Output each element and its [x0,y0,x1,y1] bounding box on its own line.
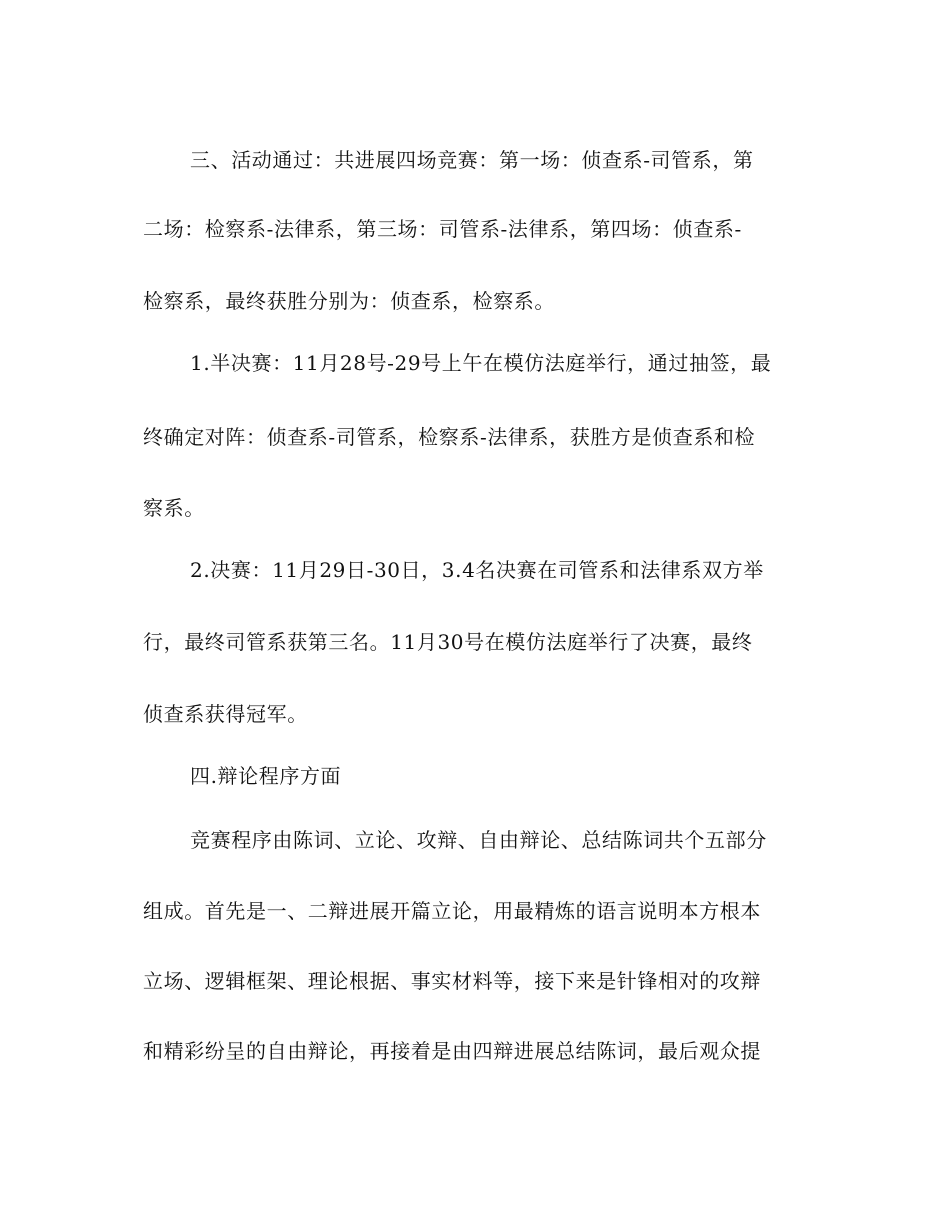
paragraph-line: 检察系，最终获胜分别为：侦查系，检察系。 [143,289,555,313]
paragraph-line: 侦查系获得冠军。 [143,702,308,726]
paragraph-line: 行，最终司管系获第三名。11月30号在模仿法庭举行了决赛，最终 [143,630,753,654]
paragraph-line: 终确定对阵：侦查系-司管系，检察系-法律系，获胜方是侦查系和检 [143,425,756,449]
paragraph-line: 组成。首先是一、二辩进展开篇立论，用最精炼的语言说明本方根本 [143,899,761,923]
paragraph-line: 1.半决赛：11月28号-29号上午在模仿法庭举行，通过抽签，最 [190,351,772,375]
paragraph-line: 立场、逻辑框架、理论根据、事实材料等，接下来是针锋相对的攻辩 [143,969,761,993]
paragraph-line: 竞赛程序由陈词、立论、攻辩、自由辩论、总结陈词共个五部分 [190,828,767,852]
section-heading: 四.辩论程序方面 [190,764,342,788]
paragraph-line: 察系。 [143,496,205,520]
paragraph-line: 和精彩纷呈的自由辩论，再接着是由四辩进展总结陈词，最后观众提 [143,1039,761,1063]
paragraph-line: 三、活动通过：共进展四场竞赛：第一场：侦查系-司管系，第 [190,148,754,172]
paragraph-line: 二场：检察系-法律系，第三场：司管系-法律系，第四场：侦查系- [143,217,742,241]
paragraph-line: 2.决赛：11月29日-30日，3.4名决赛在司管系和法律系双方举 [190,558,764,582]
